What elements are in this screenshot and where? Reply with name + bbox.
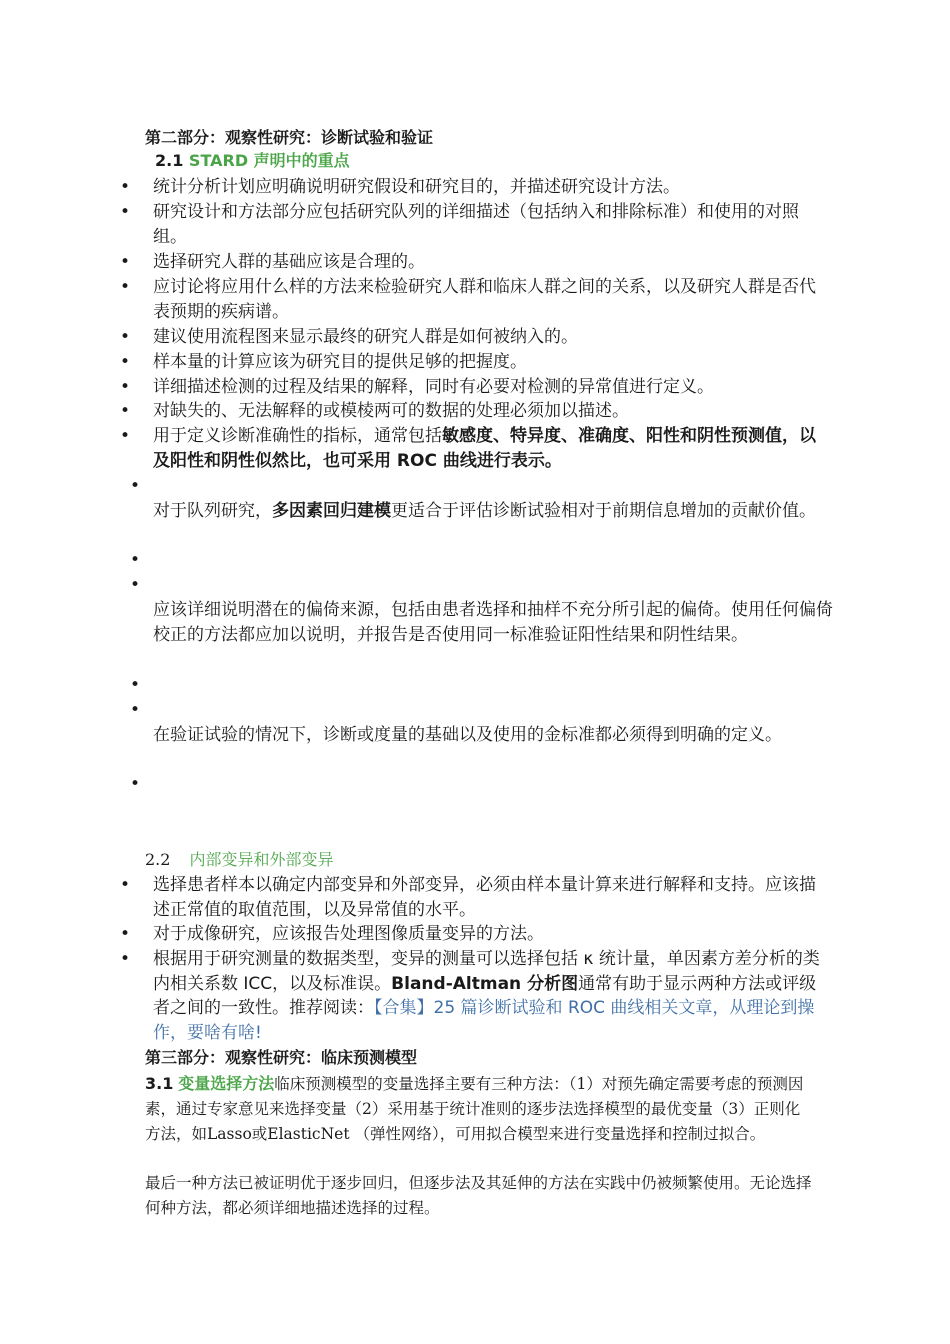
section-2-1-heading bbox=[155, 150, 350, 172]
section-2-1-number: 2.1 bbox=[155, 151, 184, 170]
bullet-icon: • bbox=[120, 426, 131, 446]
accuracy-metrics-bold: 敏感度、特异度、准确度、阳性和阴性预测值，以及阳性和阴性似然比，也可采用 ROC 曲线进行表示。 bbox=[153, 426, 816, 471]
bullet-icon: • bbox=[120, 924, 131, 944]
bullet-icon: • bbox=[130, 575, 141, 595]
list-item: • 用于定义诊断准确性的指标，通常包括敏感度、特异度、准确度、阳性和阴性预测值，以及阳性和阴性似然比，也可采用 ROC 曲线进行表示。 bbox=[120, 426, 816, 471]
section-2-1-title: STARD 声明中的重点 bbox=[188, 151, 350, 170]
bias-paragraph: 应该详细说明潜在的偏倚来源，包括由患者选择和抽样不充分所引起的偏倚。使用任何偏倚校正的方法都应加以说明，并报告是否使用同一标准验证阳性结果和阴性结果。 bbox=[153, 600, 833, 645]
bullet-icon: • bbox=[120, 277, 131, 297]
bullet-icon: • bbox=[120, 202, 131, 222]
list-item: • 统计分析计划应明确说明研究假设和研究目的，并描述研究设计方法。 bbox=[120, 175, 820, 200]
part2-title: 第二部分：观察性研究：诊断试验和验证 bbox=[145, 128, 434, 147]
section-2-2-heading bbox=[145, 849, 334, 871]
list-item: • 选择研究人群的基础应该是合理的。 bbox=[120, 250, 820, 275]
bullet-icon: • bbox=[120, 252, 131, 272]
bullet-icon: • bbox=[130, 700, 141, 720]
list-item: • 建议使用流程图来显示最终的研究人群是如何被纳入的。 bbox=[120, 325, 820, 350]
section-3-1-paragraph: 3.1 变量选择方法临床预测模型的变量选择主要有三种方法：（1）对预先确定需要考虑的预测因素，通过专家意见来选择变量（2）采用基于统计准则的逐步法选择模型的最优变量（3）正则化方法，如Lasso或ElasticNet （弹性网络），可用拟合模型来进行变量选择和控制过拟合。 bbox=[145, 1074, 804, 1143]
bullet-icon: • bbox=[130, 675, 141, 695]
bullet-icon: • bbox=[130, 774, 141, 794]
list-item: • 应讨论将应用什么样的方法来检验研究人群和临床人群之间的关系，以及研究人群是否代表预期的疾病谱。 bbox=[120, 277, 816, 322]
bullet-icon: • bbox=[120, 949, 131, 969]
list-item: • 详细描述检测的过程及结果的解释，同时有必要对检测的异常值进行定义。 bbox=[120, 375, 820, 400]
bullet-icon: • bbox=[120, 352, 131, 372]
section-2-2-number: 2.2 bbox=[145, 850, 171, 869]
section-3-1-paragraph-2: 最后一种方法已被证明优于逐步回归，但逐步法及其延伸的方法在实践中仍被频繁使用。无论选择何种方法，都必须详细地描述选择的过程。 bbox=[145, 1174, 812, 1217]
section-2-2-title: 内部变异和外部变异 bbox=[189, 850, 334, 869]
list-item: • 研究设计和方法部分应包括研究队列的详细描述（包括纳入和排除标准）和使用的对照组。 bbox=[120, 202, 799, 247]
bullet-icon: • bbox=[120, 327, 131, 347]
bullet-icon: • bbox=[130, 476, 141, 496]
recommended-reading-link[interactable]: 【合集】25 篇诊断试验和 ROC 曲线相关文章，从理论到操作，要啥有啥! bbox=[153, 998, 815, 1043]
bullet-icon: • bbox=[120, 377, 131, 397]
section-3-1-title: 变量选择方法 bbox=[178, 1074, 275, 1093]
bullet-icon: • bbox=[120, 401, 131, 421]
verification-paragraph: 在验证试验的情况下，诊断或度量的基础以及使用的金标准都必须得到明确的定义。 bbox=[153, 725, 782, 745]
list-item: • 对于成像研究，应该报告处理图像质量变异的方法。 bbox=[120, 922, 820, 947]
bullet-icon: • bbox=[120, 177, 131, 197]
section-3-1-number: 3.1 bbox=[145, 1074, 174, 1093]
list-item: • 根据用于研究测量的数据类型，变异的测量可以选择包括 κ 统计量，单因素方差分析的类内相关系数 ICC，以及标准误。Bland-Altman 分析图通常有助于显示两种方法或评级者之间的一致性。推荐阅读：【合集】25 篇诊断试验和 ROC 曲线相关文章，从理论到操作，要啥有啥! bbox=[120, 949, 820, 1043]
bullet-icon: • bbox=[120, 875, 131, 895]
list-item: • 对缺失的、无法解释的或模棱两可的数据的处理必须加以描述。 bbox=[120, 399, 820, 424]
cohort-paragraph: 对于队列研究，多因素回归建模更适合于评估诊断试验相对于前期信息增加的贡献价值。 bbox=[153, 501, 816, 521]
part3-title: 第三部分：观察性研究：临床预测模型 bbox=[145, 1048, 418, 1067]
list-item: • 选择患者样本以确定内部变异和外部变异，必须由样本量计算来进行解释和支持。应该描述正常值的取值范围，以及异常值的水平。 bbox=[120, 875, 816, 920]
multivariable-regression-bold: 多因素回归建模 bbox=[272, 501, 391, 521]
bullet-icon: • bbox=[130, 550, 141, 570]
list-item: • 样本量的计算应该为研究目的提供足够的把握度。 bbox=[120, 350, 820, 375]
bland-altman-bold: Bland-Altman 分析图 bbox=[391, 973, 579, 994]
